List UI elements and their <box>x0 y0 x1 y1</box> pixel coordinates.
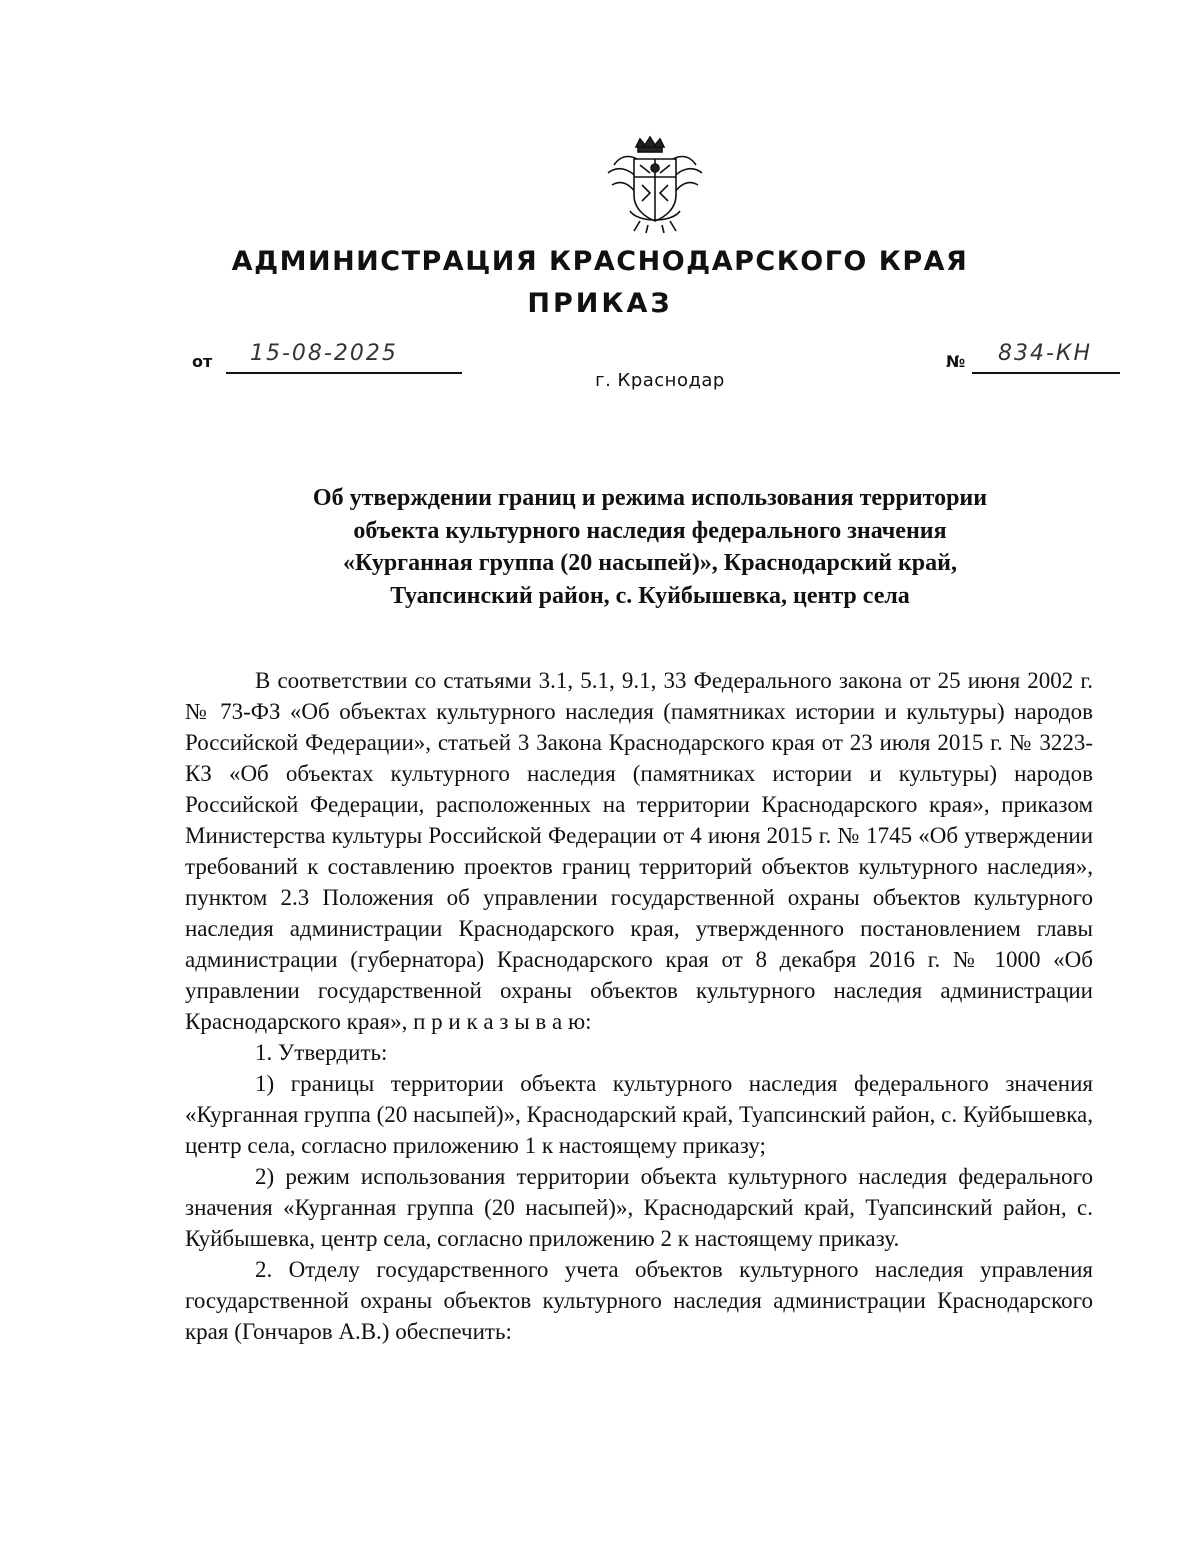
number-value: 834-КН <box>998 341 1093 366</box>
document-body <box>185 665 1093 1347</box>
date-value: 15-08-2025 <box>250 341 398 366</box>
city: г. Краснодар <box>595 370 725 391</box>
item-1: 1. Утвердить: <box>255 1040 388 1065</box>
document-subject <box>150 482 1150 612</box>
subject-line: «Курганная группа (20 насыпей)», Краснодарский край, <box>343 550 957 576</box>
order-word: п р и к а з ы в а ю: <box>413 1009 592 1034</box>
organization-title: АДМИНИСТРАЦИЯ КРАСНОДАРСКОГО КРАЯ <box>231 246 969 277</box>
subject-line: объекта культурного наследия федерального значения <box>353 517 947 544</box>
subject-line: Об утверждении границ и режима использования территории <box>312 485 988 511</box>
item-1-1: 1) границы территории объекта культурного наследия федерального значения «Курганная группа (20 насыпей)», Краснодарский край, Туапсинский район, с. Куйбышевка, центр села, согласно приложению 1 к настоящему приказу; <box>185 1071 1094 1158</box>
item-2: 2. Отделу государственного учета объектов культурного наследия управления государственной охраны объектов культурного наследия администрации Краснодарского края (Гончаров А.В.) обеспечить: <box>185 1257 1093 1344</box>
item-1-2: 2) режим использования территории объекта культурного наследия федерального значения «Курганная группа (20 насыпей)», Краснодарский край, Туапсинский район, с. Куйбышевка, центр села, согласно приложению 2 к настоящему приказу. <box>185 1164 1093 1251</box>
coat-of-arms-icon <box>600 135 710 235</box>
subject-line: Туапсинский район, с. Куйбышевка, центр села <box>390 582 910 609</box>
preamble-paragraph <box>185 665 1093 1037</box>
preamble-text: В соответствии со статьями 3.1, 5.1, 9.1, 33 Федерального закона от 25 июня 2002 г. № 73-ФЗ «Об объектах культурного наследия (памятниках истории и культуры) народов Российской Федерации», статьей 3 Закона Краснодарского края от 23 июля 2015 г. № 3223-КЗ «Об объектах культурного наследия (памятниках истории и культуры) народов Российской Федерации, расположенных на территории Краснодарского края», приказом Министерства культуры Российской Федерации от 4 июня 2015 г. № 1745 «Об утверждении требований к составлению проектов границ территорий объектов культурного наследия», пунктом 2.3 Положения об управлении государственной охраны объектов культурного наследия администрации Краснодарского края, утвержденного постановлением главы администрации (губернатора) Краснодарского края от 8 декабря 2016 г. № 1000 «Об управлении государственной охраны объектов культурного наследия администрации Краснодарского края», <box>185 668 1093 1034</box>
document-type: ПРИКАЗ <box>527 288 673 319</box>
date-label: от <box>192 352 213 371</box>
number-label: № <box>946 352 966 371</box>
